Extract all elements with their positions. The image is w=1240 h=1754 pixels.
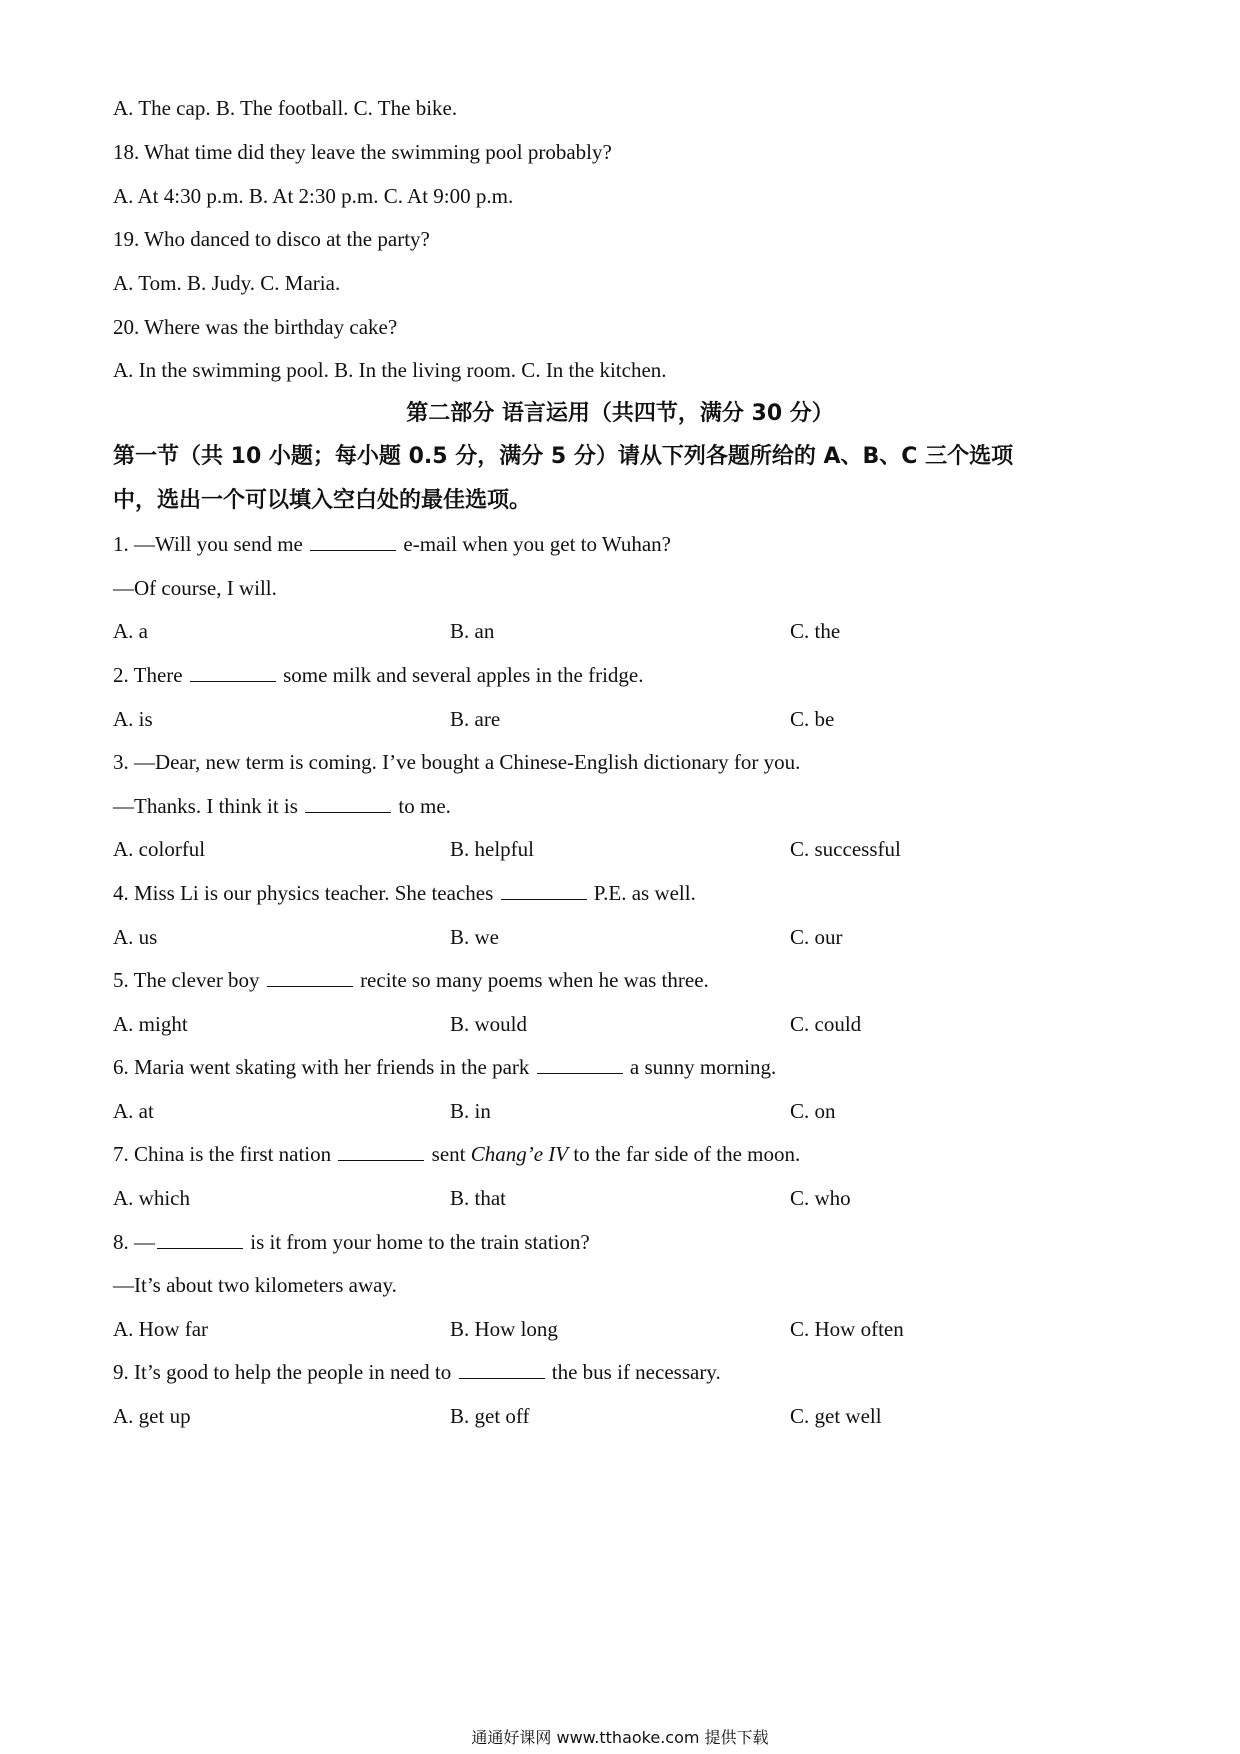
- q5-stem-post: recite so many poems when he was three.: [360, 968, 709, 992]
- q3-reply-pre: —Thanks. I think it is: [113, 794, 298, 818]
- footer-source: 通通好课网 www.tthaoke.com 提供下载: [471, 1728, 769, 1747]
- q18-options: A. At 4:30 p.m. B. At 2:30 p.m. C. At 9:00 p.m.: [113, 184, 514, 208]
- q4-stem-post: P.E. as well.: [593, 881, 696, 905]
- option-b: B. would: [450, 1012, 528, 1036]
- q6-stem-post: a sunny morning.: [629, 1055, 777, 1079]
- q1-stem-pre: 1. —Will you send me: [113, 532, 303, 556]
- option-b: B. get off: [450, 1404, 530, 1428]
- q6-stem-pre: 6. Maria went skating with her friends in the park: [113, 1055, 530, 1079]
- section-instruction-line2: 中，选出一个可以填入空白处的最佳选项。: [113, 488, 532, 513]
- answer-blank: [190, 663, 276, 682]
- q8-stem: [113, 1229, 590, 1255]
- option-c: C. could: [790, 1012, 862, 1036]
- q4-stem: [113, 880, 696, 906]
- q6-stem: [113, 1054, 776, 1080]
- option-c: C. How often: [790, 1317, 904, 1341]
- part-title: 第二部分 语言运用（共四节，满分 30 分）: [406, 401, 834, 426]
- q1-stem: [113, 531, 671, 557]
- q7-stem-pre: 7. China is the first nation: [113, 1142, 332, 1166]
- q8-stem-post: is it from your home to the train station?: [250, 1230, 590, 1254]
- answer-blank: [267, 968, 353, 987]
- q19-options: A. Tom. B. Judy. C. Maria.: [113, 271, 341, 295]
- option-a: A. which: [113, 1186, 190, 1210]
- answer-blank: [157, 1230, 243, 1249]
- option-b: B. in: [450, 1099, 491, 1123]
- section-instruction-line1: 第一节（共 10 小题；每小题 0.5 分，满分 5 分）请从下列各题所给的 A、B、C 三个选项: [113, 444, 1014, 469]
- option-b: B. are: [450, 707, 501, 731]
- option-a: A. at: [113, 1099, 154, 1123]
- q4-stem-pre: 4. Miss Li is our physics teacher. She teaches: [113, 881, 494, 905]
- q1-reply: —Of course, I will.: [113, 576, 277, 600]
- q2-stem: [113, 662, 644, 688]
- option-b: B. How long: [450, 1317, 558, 1341]
- option-b: B. helpful: [450, 837, 534, 861]
- answer-blank: [305, 794, 391, 813]
- answer-blank: [338, 1142, 424, 1161]
- q2-stem-post: some milk and several apples in the fridge.: [283, 663, 644, 687]
- q20-text: 20. Where was the birthday cake?: [113, 315, 398, 339]
- q5-stem: [113, 967, 709, 993]
- q17-options: A. The cap. B. The football. C. The bike.: [113, 96, 458, 120]
- option-a: A. get up: [113, 1404, 191, 1428]
- q7-stem-mid: sent: [431, 1142, 466, 1166]
- q3-reply-post: to me.: [398, 794, 451, 818]
- option-a: A. colorful: [113, 837, 206, 861]
- q9-stem-post: the bus if necessary.: [551, 1360, 721, 1384]
- q5-stem-pre: 5. The clever boy: [113, 968, 260, 992]
- q8-stem-pre: 8. —: [113, 1230, 155, 1254]
- option-c: C. on: [790, 1099, 836, 1123]
- option-a: A. How far: [113, 1317, 209, 1341]
- option-a: A. a: [113, 619, 148, 643]
- option-a: A. us: [113, 925, 158, 949]
- q7-stem: [113, 1141, 800, 1167]
- q3-line: 3. —Dear, new term is coming. I’ve bought a Chinese-English dictionary for you.: [113, 750, 801, 774]
- q8-reply: —It’s about two kilometers away.: [113, 1273, 397, 1297]
- q2-stem-pre: 2. There: [113, 663, 183, 687]
- option-b: B. that: [450, 1186, 506, 1210]
- q19-text: 19. Who danced to disco at the party?: [113, 227, 430, 251]
- answer-blank: [501, 881, 587, 900]
- answer-blank: [537, 1055, 623, 1074]
- q9-stem-pre: 9. It’s good to help the people in need to: [113, 1360, 452, 1384]
- answer-blank: [459, 1360, 545, 1379]
- option-c: C. who: [790, 1186, 851, 1210]
- option-c: C. successful: [790, 837, 901, 861]
- option-c: C. be: [790, 707, 835, 731]
- q18-text: 18. What time did they leave the swimming pool probably?: [113, 140, 612, 164]
- option-c: C. the: [790, 619, 841, 643]
- option-b: B. we: [450, 925, 499, 949]
- option-c: C. get well: [790, 1404, 882, 1428]
- option-c: C. our: [790, 925, 843, 949]
- option-a: A. might: [113, 1012, 188, 1036]
- q7-spacecraft-name: Chang’e IV: [470, 1142, 569, 1166]
- option-a: A. is: [113, 707, 153, 731]
- q1-stem-post: e-mail when you get to Wuhan?: [403, 532, 671, 556]
- q7-stem-post: to the far side of the moon.: [573, 1142, 801, 1166]
- q9-stem: [113, 1359, 721, 1385]
- q20-options: A. In the swimming pool. B. In the living room. C. In the kitchen.: [113, 358, 667, 382]
- answer-blank: [310, 532, 396, 551]
- option-b: B. an: [450, 619, 495, 643]
- q3-reply: [113, 793, 451, 819]
